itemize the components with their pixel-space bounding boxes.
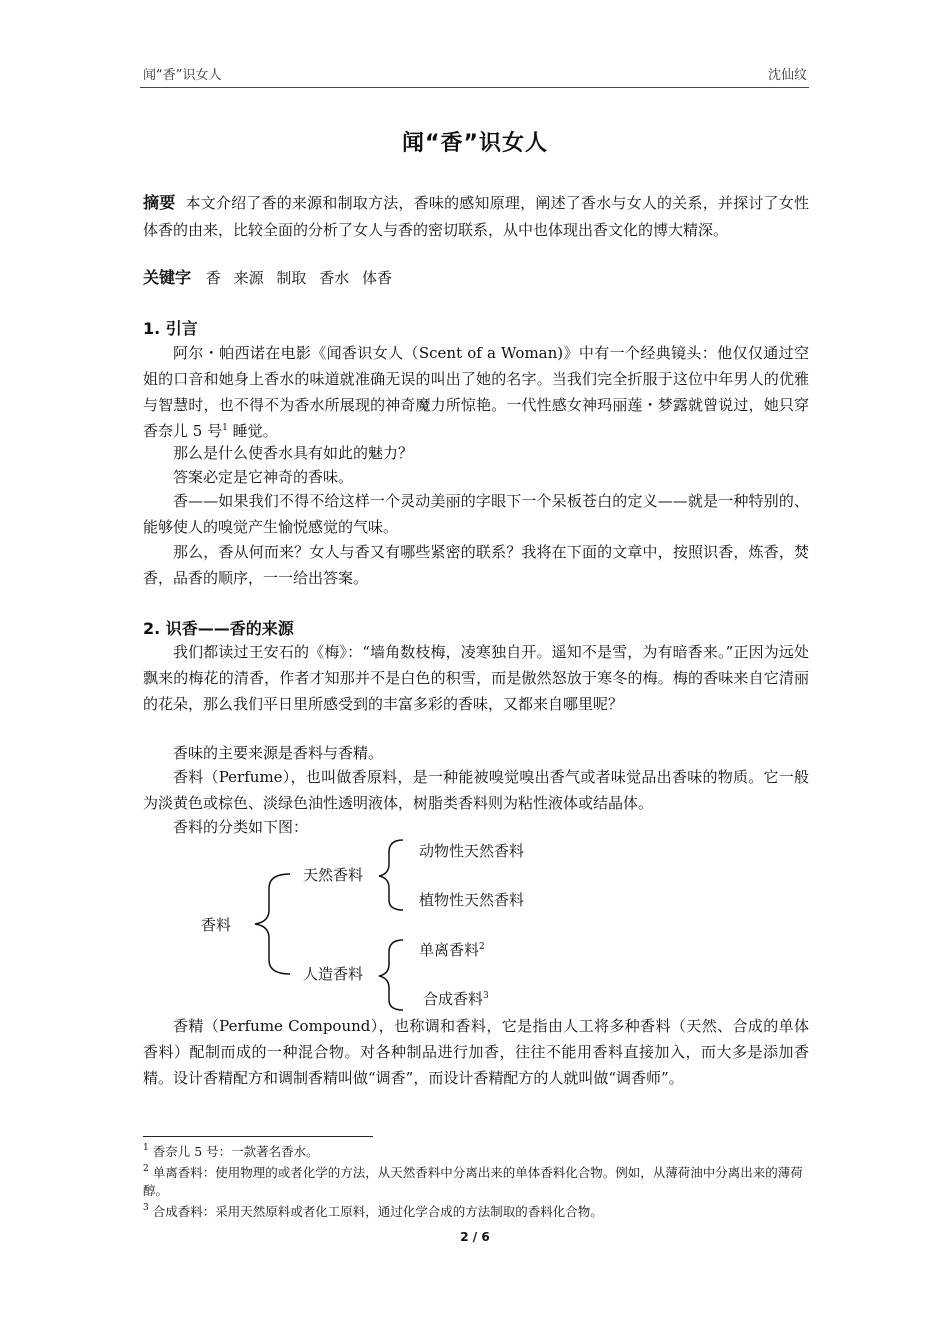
paragraph: 香料（Perfume），也叫做香原料，是一种能被嗅觉嗅出香气或者味觉品出香味的物质。它一般为淡黄色或棕色、淡绿色油性透明液体，树脂类香料则为粘性液体或结晶体。: [143, 768, 809, 812]
footnote-text: 香奈儿 5 号：一款著名香水。: [152, 1144, 319, 1159]
tree-leaf-synthetic: [423, 988, 489, 1009]
footnote-ref[interactable]: 1: [222, 423, 228, 433]
footnote-rule: [143, 1136, 373, 1137]
keyword: 香水: [319, 269, 350, 287]
footnote-text: 单离香料：使用物理的或者化学的方法，从天然香料中分离出来的单体香料化合物。例如，从薄荷油中分离出来的薄荷醇。: [143, 1165, 803, 1198]
section-heading-sources: 2. 识香——香的来源: [143, 619, 294, 638]
keywords: [143, 266, 400, 290]
paragraph: 答案必定是它神奇的香味。: [173, 468, 354, 486]
tree-leaf-isolate: [419, 939, 485, 960]
keyword: 制取: [276, 269, 307, 287]
paragraph: 那么，香从何而来？女人与香又有哪些紧密的联系？我将在下面的文章中，按照识香，炼香，焚香，品香的顺序，一一给出答案。: [143, 543, 809, 587]
footnote-number: 2: [143, 1164, 149, 1174]
header-rule: [140, 87, 809, 88]
footnote-number: 1: [143, 1143, 149, 1153]
paragraph: 香味的主要来源是香料与香精。: [173, 744, 384, 762]
abstract: [143, 189, 809, 244]
footnote-number: 3: [143, 1203, 149, 1213]
footnote-text: 合成香料：采用天然原料或者化工原料，通过化学合成的方法制取的香料化合物。: [152, 1204, 603, 1219]
running-header-title: 闻“香”识女人: [143, 68, 222, 83]
artificial-brace: [379, 940, 403, 1010]
paragraph: 我们都读过王安石的《梅》：“墙角数枝梅，凌寒独自开。遥知不是雪，为有暗香来。”正因为远处飘来的梅花的清香，作者才知那并不是白色的积雪，而是傲然怒放于寒冬的梅。梅的香味来自它清丽的花朵，那么我们平日里所感受到的丰富多彩的香味，又都来自哪里呢？: [143, 643, 809, 713]
keyword: 体香: [361, 269, 392, 287]
paragraph-text: 阿尔・帕西诺在电影《闻香识女人（Scent of a Woman)》中有一个经典镜头：他仅仅通过空姐的口音和她身上香水的味道就准确无误的叫出了她的名字。当我们完全折服于这位中年男人的优雅与智慧时，也不得不为香水所展现的神奇魔力所惊艳。一代性感女神玛丽莲・梦露就曾说过，她只穿香奈儿 5 号: [143, 344, 809, 440]
tree-node-artificial: 人造香料: [303, 965, 364, 983]
tree-node-natural: 天然香料: [303, 866, 364, 884]
paragraph: 香料的分类如下图：: [173, 818, 309, 836]
footnote: [143, 1203, 809, 1221]
natural-brace: [379, 840, 403, 910]
paragraph: 香——如果我们不得不给这样一个灵动美丽的字眼下一个呆板苍白的定义——就是一种特别的、能够使人的嗅觉产生愉悦感觉的气味。: [143, 492, 809, 536]
footnote: [143, 1143, 809, 1161]
keyword: 来源: [233, 269, 264, 287]
page-number: 2 / 6: [460, 1230, 490, 1244]
tree-leaf-synthetic-text: 合成香料: [423, 990, 484, 1008]
paragraph: [143, 340, 809, 444]
paragraph: 香精（Perfume Compound），也称调和香料，它是指由人工将多种香料（天然、合成的单体香料）配制而成的一种混合物。对各种制品进行加香，往往不能用香料直接加入，而大多是添加香精。设计香精配方和调制香精叫做“调香”，而设计香精配方的人就叫做“调香师”。: [143, 1017, 809, 1087]
tree-leaf-isolate-text: 单离香料: [419, 941, 480, 959]
classification-diagram: [143, 830, 809, 1010]
abstract-label: 摘要: [143, 193, 176, 212]
paragraph: 那么是什么使香水具有如此的魅力？: [173, 444, 414, 462]
footnote-ref[interactable]: 3: [483, 991, 489, 1001]
abstract-text: 本文介绍了香的来源和制取方法，香味的感知原理，阐述了香水与女人的关系，并探讨了女性体香的由来，比较全面的分析了女人与香的密切联系，从中也体现出香文化的博大精深。: [143, 194, 809, 239]
running-header-author: 沈仙纹: [767, 68, 807, 83]
footnote-ref[interactable]: 2: [479, 942, 485, 952]
tree-root-label: 香料: [201, 916, 232, 934]
keywords-label: 关键字: [143, 268, 192, 287]
footnote: [143, 1164, 809, 1200]
paragraph-text: 睡觉。: [227, 422, 278, 440]
section-heading-intro: 1. 引言: [143, 319, 198, 338]
tree-leaf-animal: 动物性天然香料: [419, 842, 525, 860]
root-brace: [255, 874, 290, 974]
page-title: 闻“香”识女人: [402, 131, 548, 156]
footnotes: [143, 1143, 809, 1224]
tree-leaf-plant: 植物性天然香料: [419, 891, 525, 909]
keyword: 香: [205, 269, 221, 287]
